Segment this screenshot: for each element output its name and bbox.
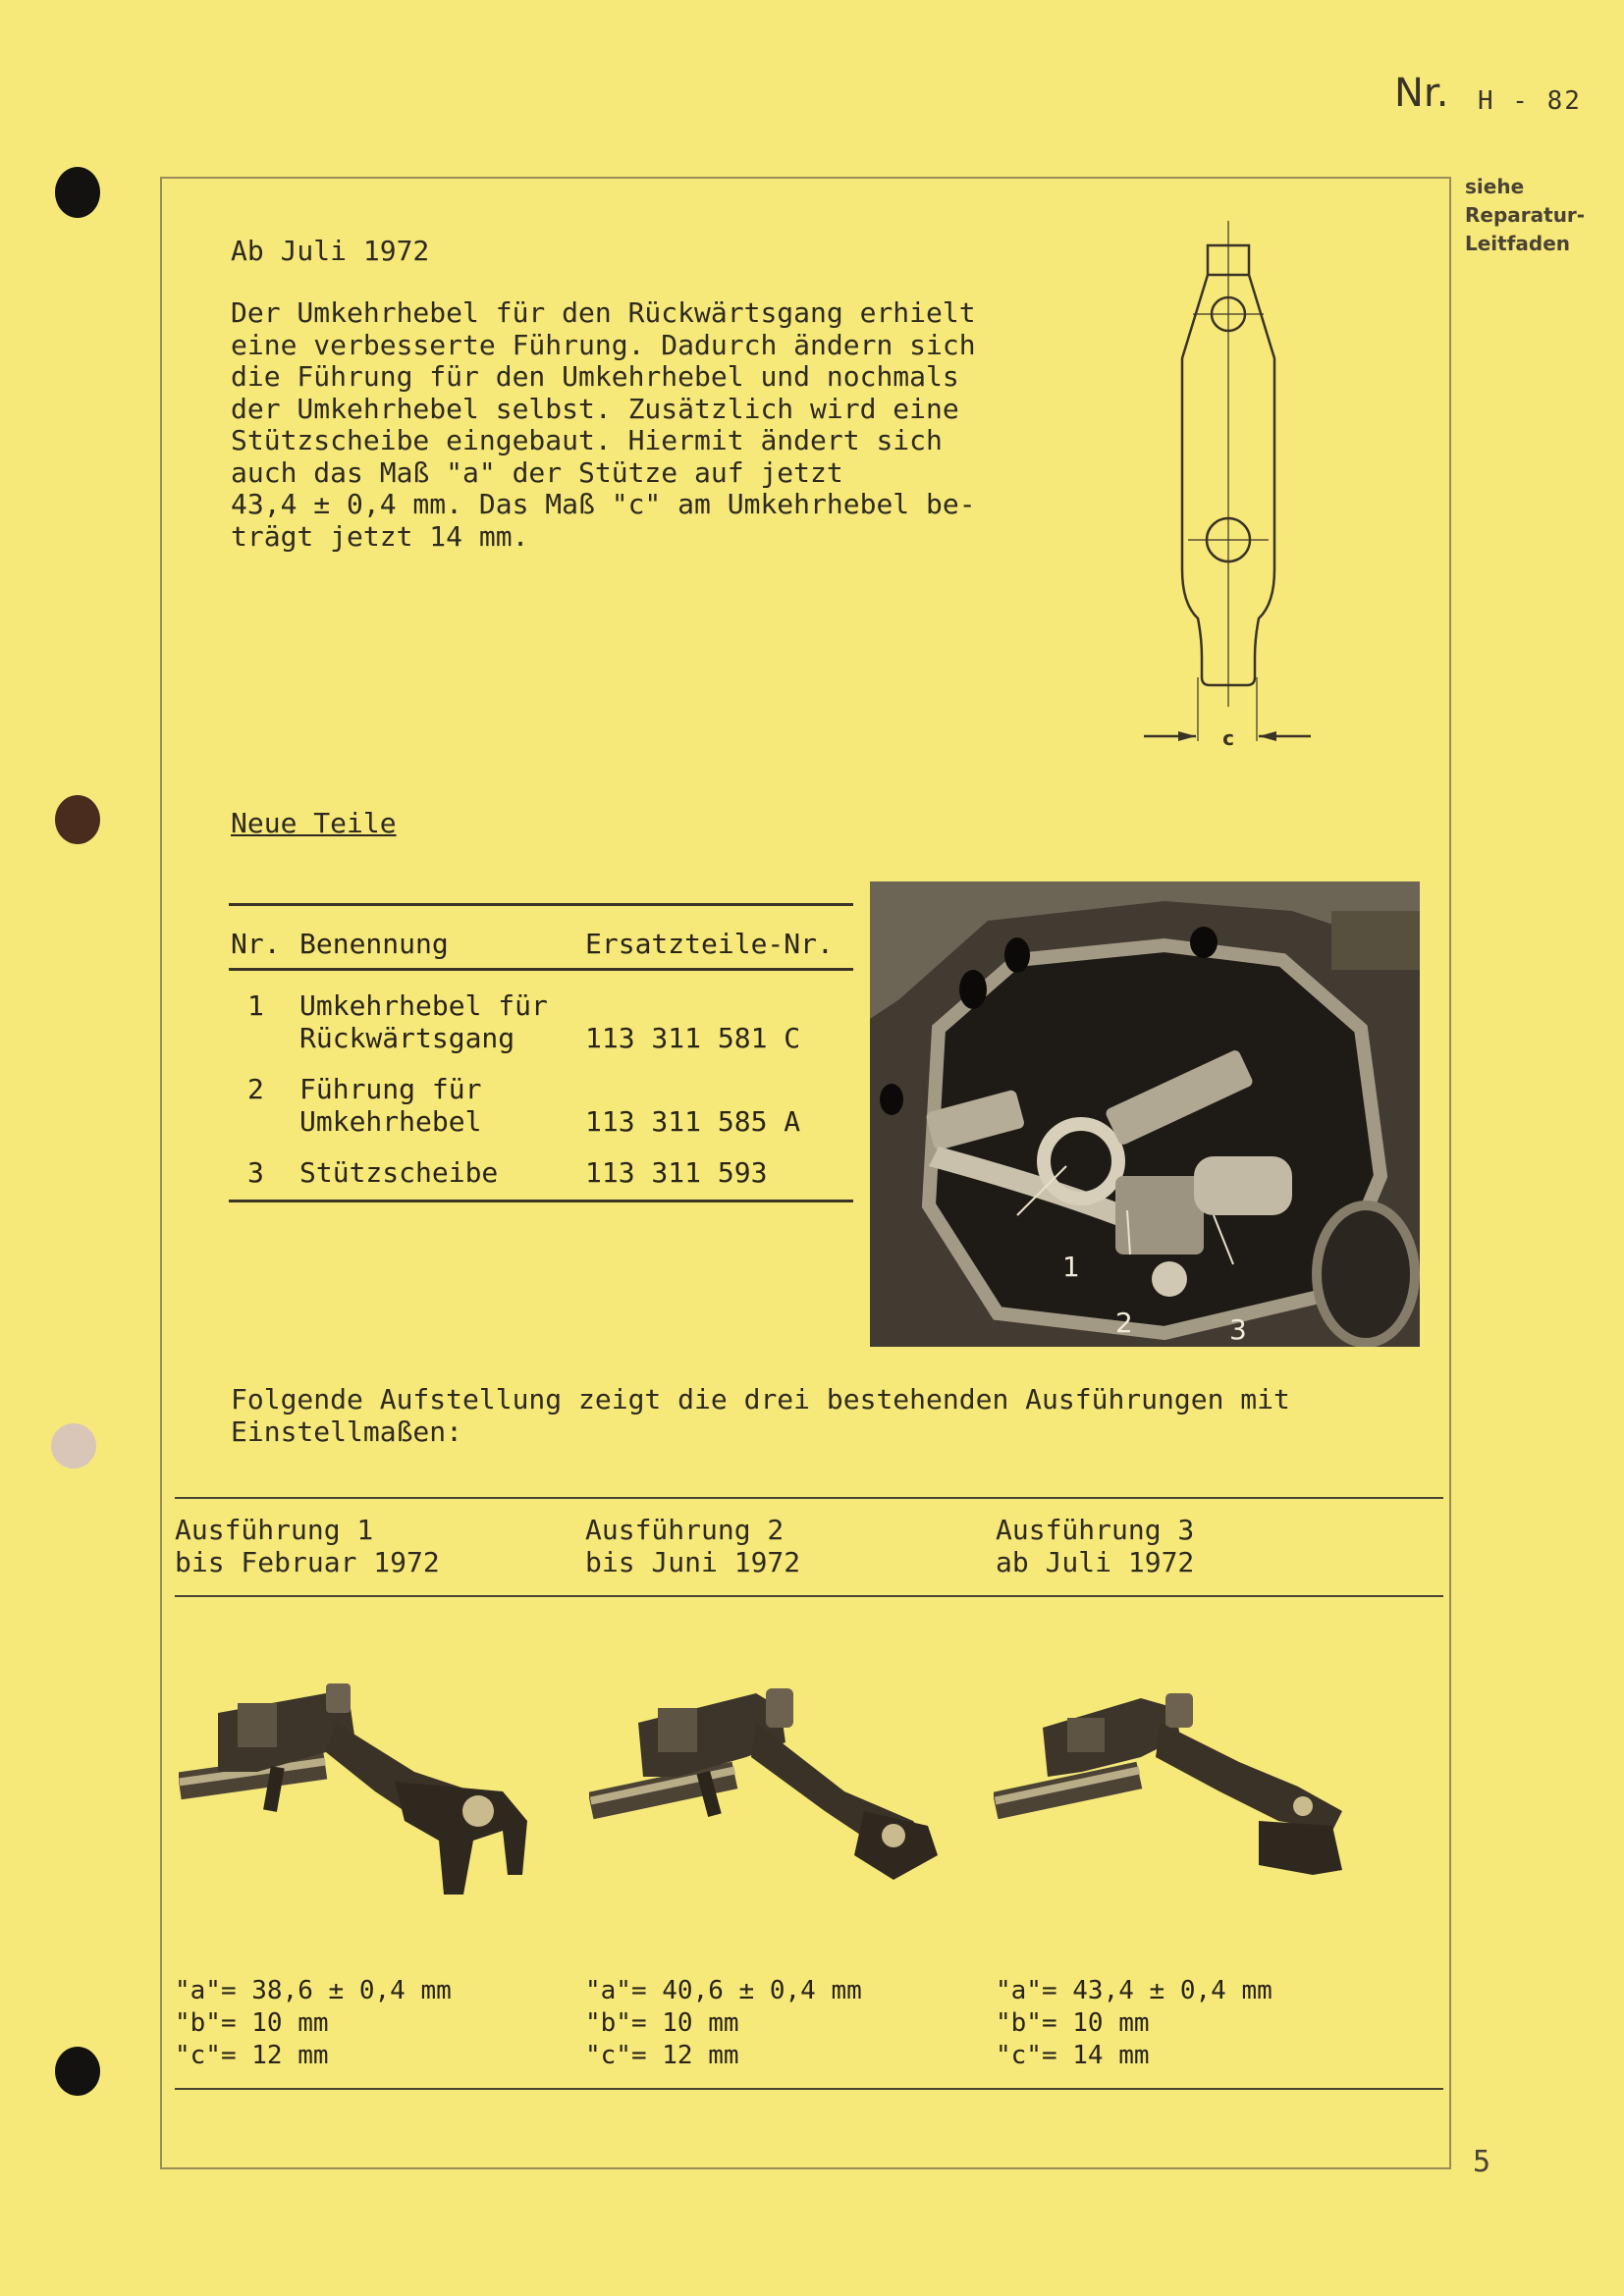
intro-line: Stützscheibe eingebaut. Hiermit ändert sich <box>231 424 943 456</box>
dim-label-c: c <box>1222 726 1234 750</box>
versions-rule-bottom <box>175 2088 1443 2090</box>
versions-rule-mid <box>175 1595 1443 1597</box>
version-2-title: Ausführung 2 <box>585 1514 785 1546</box>
row-name: Stützscheibe <box>299 1156 499 1189</box>
doc-number-value: H - 82 <box>1478 86 1582 116</box>
summary-line: Folgende Aufstellung zeigt die drei bestehenden Ausführungen mit <box>231 1383 1290 1415</box>
version-1-part-image <box>179 1683 532 1909</box>
version-2-spec-a: "a"= 40,6 ± 0,4 mm <box>585 1976 862 2005</box>
side-note <box>1465 173 1585 258</box>
side-note-line: Reparatur- <box>1465 203 1586 227</box>
versions-rule-top <box>175 1497 1443 1499</box>
version-1-title: Ausführung 1 <box>175 1514 374 1546</box>
intro-line: die Führung für den Umkehrhebel und nochmals <box>231 360 959 393</box>
version-1-period: bis Februar 1972 <box>175 1546 440 1578</box>
col-header-name: Benennung <box>299 928 449 960</box>
version-1-spec-a: "a"= 38,6 ± 0,4 mm <box>175 1976 452 2005</box>
col-header-part: Ersatzteile-Nr. <box>585 928 834 960</box>
intro-paragraph <box>231 297 976 553</box>
row-name: Umkehrhebel <box>299 1105 482 1138</box>
version-2-spec-b: "b"= 10 mm <box>585 2008 739 2038</box>
doc-number-label: Nr. <box>1394 71 1449 116</box>
table-rule-top <box>229 903 853 906</box>
intro-line: der Umkehrhebel selbst. Zusätzlich wird eine <box>231 392 959 425</box>
summary-line: Einstellmaßen: <box>231 1415 463 1448</box>
row-nr: 3 <box>247 1156 264 1189</box>
photo-label-1: 1 <box>1062 1251 1080 1283</box>
row-name: Umkehrhebel für <box>299 989 548 1022</box>
version-3-period: ab Juli 1972 <box>996 1546 1195 1578</box>
version-2-period: bis Juni 1972 <box>585 1546 801 1578</box>
side-note-line: Leitfaden <box>1465 232 1571 255</box>
binder-hole-2 <box>55 795 100 844</box>
version-2-part-image <box>589 1683 943 1909</box>
lever-drawing <box>1139 216 1326 766</box>
binder-hole-3 <box>51 1423 96 1468</box>
side-note-line: siehe <box>1465 175 1525 198</box>
row-part: 113 311 581 C <box>585 1022 801 1054</box>
version-3-part-image <box>994 1683 1347 1909</box>
version-1-spec-c: "c"= 12 mm <box>175 2041 329 2070</box>
intro-line: auch das Maß "a" der Stütze auf jetzt <box>231 455 843 489</box>
row-name: Rückwärtsgang <box>299 1022 515 1054</box>
row-part: 113 311 593 <box>585 1156 768 1189</box>
row-name: Führung für <box>299 1073 482 1105</box>
page-number: 5 <box>1473 2145 1491 2179</box>
row-part: 113 311 585 A <box>585 1105 801 1138</box>
intro-date: Ab Juli 1972 <box>231 235 430 267</box>
col-header-nr: Nr. <box>231 928 281 960</box>
version-3-spec-c: "c"= 14 mm <box>996 2041 1150 2070</box>
intro-line: 43,4 ± 0,4 mm. Das Maß "c" am Umkehrhebel be- <box>231 488 976 520</box>
photo-label-3: 3 <box>1229 1313 1247 1346</box>
table-rule-bottom <box>229 1200 853 1202</box>
parts-heading: Neue Teile <box>231 807 397 839</box>
intro-line: eine verbesserte Führung. Dadurch ändern sich <box>231 328 976 361</box>
version-1-spec-b: "b"= 10 mm <box>175 2008 329 2038</box>
table-rule-head <box>229 968 853 971</box>
version-2-spec-c: "c"= 12 mm <box>585 2041 739 2070</box>
intro-line: trägt jetzt 14 mm. <box>231 519 529 553</box>
row-nr: 1 <box>247 989 264 1022</box>
version-3-title: Ausführung 3 <box>996 1514 1195 1546</box>
binder-hole-4 <box>55 2047 100 2096</box>
photo-label-2: 2 <box>1115 1307 1133 1339</box>
intro-line: Der Umkehrhebel für den Rückwärtsgang erhielt <box>231 296 976 329</box>
binder-hole-1 <box>55 167 100 218</box>
version-3-spec-b: "b"= 10 mm <box>996 2008 1150 2038</box>
row-nr: 2 <box>247 1073 264 1105</box>
gearbox-photo <box>870 881 1420 1347</box>
version-3-spec-a: "a"= 43,4 ± 0,4 mm <box>996 1976 1272 2005</box>
